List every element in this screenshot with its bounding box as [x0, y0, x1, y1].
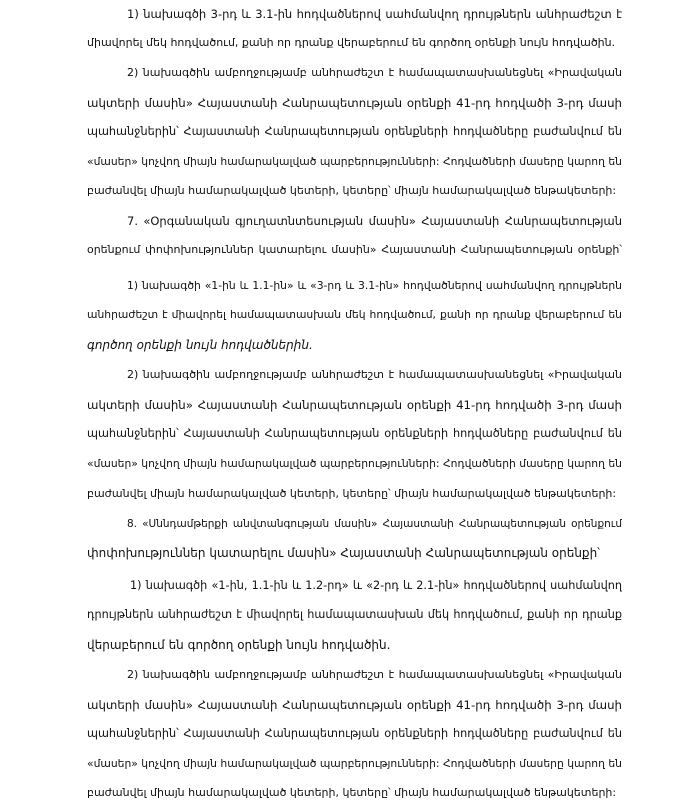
text-line: դրույթներն անհրաժեշտ է միավորել համապատասխան մեկ հոդվածում, քանի որ դրանք — [87, 608, 622, 621]
text-line: «մասեր» կոչվող միայն համարակալված պարբերությունների: Հոդվածների մասերը կարող են — [87, 757, 622, 770]
text-line: 2) նախագծին ամբողջությամբ անհրաժեշտ է համապատասխանեցնել «Իրավական — [127, 668, 622, 681]
text-line: վերաբերում են գործող օրենքի նույն հոդվածին. — [87, 638, 391, 652]
text-line: ակտերի մասին» Հայաստանի Հանրապետության օրենքի 41-րդ հոդվածի 3-րդ մասի — [87, 96, 622, 110]
section-heading-line: օրենքում փոփոխություններ կատարելու մասին» Հայաստանի Հանրապետության օրենքի՝ — [87, 243, 622, 256]
text-line: 1) նախագծի 3-րդ և 3.1-ին հոդվածներով սահմանվող դրույթներն անհրաժեշտ է — [127, 7, 622, 21]
text-line: բաժանվել միայն համարակալված կետերի, կետերը՝ միայն համարակալված ենթակետերի: — [87, 786, 617, 799]
section-heading-line: 8. «Սննդամթերքի անվտանգության մասին» Հայաստանի Հանրապետության օրենքում — [127, 518, 622, 530]
text-line: ակտերի մասին» Հայաստանի Հանրապետության օրենքի 41-րդ հոդվածի 3-րդ մասի — [87, 398, 622, 412]
text-line: բաժանվել միայն համարակալված կետերի, կետերը՝ միայն համարակալված ենթակետերի: — [87, 487, 617, 500]
text-line: պահանջներին՝ Հայաստանի Հանրապետության օրենքների հոդվածները բաժանվում են — [87, 427, 622, 440]
text-line: 2) նախագծին ամբողջությամբ անհրաժեշտ է համապատասխանեցնել «Իրավական — [127, 368, 622, 381]
section-heading-line: փոփոխություններ կատարելու մասին» Հայաստանի Հանրապետության օրենքի՝ — [87, 546, 601, 560]
text-line: 2) նախագծին ամբողջությամբ անհրաժեշտ է համապատասխանեցնել «Իրավական — [127, 66, 622, 79]
text-line: պահանջներին՝ Հայաստանի Հանրապետության օրենքների հոդվածները բաժանվում են — [87, 125, 622, 138]
text-line: «մասեր» կոչվող միայն համարակալված պարբերությունների: Հոդվածների մասերը կարող են — [87, 155, 622, 168]
text-line: ակտերի մասին» Հայաստանի Հանրապետության օրենքի 41-րդ հոդվածի 3-րդ մասի — [87, 698, 622, 712]
text-line: բաժանվել միայն համարակալված կետերի, կետերը՝ միայն համարակալված ենթակետերի: — [87, 184, 617, 197]
text-line: 1) նախագծի «1-ին և 1.1-ին» և «3-րդ և 3.1-ին» հոդվածներով սահմանվող դրույթներն — [127, 279, 622, 292]
section-heading-line: 7. «Օրգանական գյուղատնտեսության մասին» Հայաստանի Հանրապետության — [127, 214, 622, 228]
text-line: պահանջներին՝ Հայաստանի Հանրապետության օրենքների հոդվածները բաժանվում են — [87, 727, 622, 740]
text-line: անհրաժեշտ է միավորել համապատասխան մեկ հոդվածում, քանի որ դրանք վերաբերում են — [87, 308, 622, 321]
text-line: «մասեր» կոչվող միայն համարակալված պարբերությունների: Հոդվածների մասերը կարող են — [87, 457, 622, 470]
text-line: գործող օրենքի նույն հոդվածներին. — [87, 338, 313, 352]
text-line: 1) նախագծի «1-ին, 1.1-ին և 1.2-րդ» և «2-րդ և 2.1-ին» հոդվածներով սահմանվող — [130, 579, 622, 592]
text-line: միավորել մեկ հոդվածում, քանի որ դրանք վերաբերում են գործող օրենքի նույն հոդվածին. — [87, 36, 616, 49]
